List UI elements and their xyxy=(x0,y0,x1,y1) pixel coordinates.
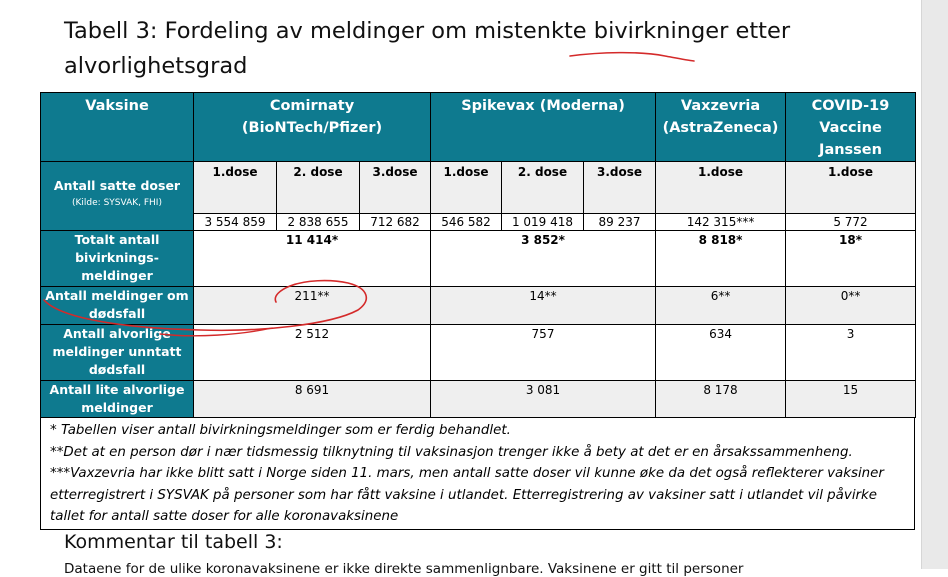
dose-header: 2. dose xyxy=(277,162,360,214)
table-footnotes xyxy=(40,418,915,530)
dose-header: 3.dose xyxy=(360,162,431,214)
value-comirnaty: 8 691 xyxy=(194,381,431,418)
cutoff-paragraph: Dataene for de ulike koronavaksinene er ikke direkte sammenlignbare. Vaksinene er gitt til personer xyxy=(64,561,744,577)
header-vaksine: Vaksine xyxy=(41,93,194,162)
header-janssen: COVID-19 Vaccine Janssen xyxy=(786,93,916,162)
dose-value: 89 237 xyxy=(584,214,656,231)
dose-header: 2. dose xyxy=(502,162,584,214)
value-janssen: 15 xyxy=(786,381,916,418)
footnote: ***Vaxzevria har ikke blitt satt i Norge siden 11. mars, men antall satte doser vil kunne øke da det også reflekterer vaksiner xyxy=(50,466,884,481)
adverse-effects-table xyxy=(40,92,916,418)
value-vaxzevria: 8 818* xyxy=(656,231,786,287)
value-vaxzevria: 634 xyxy=(656,325,786,381)
footnote: **Det at en person dør i nær tidsmessig tilknytning til vaksinasjon trenger ikke å bety at det er en årsakssammenheng. xyxy=(50,444,853,460)
table-row-serious xyxy=(41,325,916,381)
header-spikevax: Spikevax (Moderna) xyxy=(431,93,656,162)
row-label-doses: Antall satte doser (Kilde: SYSVAK, FHI) xyxy=(41,162,194,231)
row-label-minor: Antall lite alvorlige meldinger xyxy=(41,381,194,418)
dose-header: 1.dose xyxy=(656,162,786,214)
value-spikevax: 14** xyxy=(431,287,656,325)
dose-value: 142 315*** xyxy=(656,214,786,231)
value-janssen: 3 xyxy=(786,325,916,381)
comment-heading: Kommentar til tabell 3: xyxy=(64,531,283,553)
adverse-effects-table-container xyxy=(40,92,915,530)
value-janssen: 0** xyxy=(786,287,916,325)
dose-value: 546 582 xyxy=(431,214,502,231)
dose-header: 1.dose xyxy=(786,162,916,214)
table-row-minor xyxy=(41,381,916,418)
value-janssen: 18* xyxy=(786,231,916,287)
row-label-total: Totalt antall bivirknings- meldinger xyxy=(41,231,194,287)
table-title xyxy=(64,14,824,84)
value-vaxzevria: 6** xyxy=(656,287,786,325)
dose-value: 5 772 xyxy=(786,214,916,231)
header-row xyxy=(41,93,916,162)
dose-value: 1 019 418 xyxy=(502,214,584,231)
value-comirnaty: 11 414* xyxy=(194,231,431,287)
footnote: * Tabellen viser antall bivirkningsmeldinger som er ferdig behandlet. xyxy=(50,423,511,438)
value-vaxzevria: 8 178 xyxy=(656,381,786,418)
dose-value: 2 838 655 xyxy=(277,214,360,231)
table-row-deaths xyxy=(41,287,916,325)
dose-header: 1.dose xyxy=(431,162,502,214)
value-comirnaty: 2 512 xyxy=(194,325,431,381)
dose-header: 3.dose xyxy=(584,162,656,214)
value-comirnaty: 211** xyxy=(194,287,431,325)
header-comirnaty: Comirnaty (BioNTech/Pfizer) xyxy=(194,93,431,162)
header-vaxzevria: Vaxzevria (AstraZeneca) xyxy=(656,93,786,162)
table-title-line-1: Tabell 3: Fordeling av meldinger om mistenkte bivirkninger etter xyxy=(64,18,791,44)
dose-value: 3 554 859 xyxy=(194,214,277,231)
table-row-total xyxy=(41,231,916,287)
value-spikevax: 3 081 xyxy=(431,381,656,418)
dose-value: 712 682 xyxy=(360,214,431,231)
table-title-line-2: alvorlighetsgrad xyxy=(64,53,248,79)
footnote: tallet for antall satte doser for alle koronavaksinene xyxy=(50,509,399,524)
value-spikevax: 3 852* xyxy=(431,231,656,287)
vertical-scrollbar[interactable] xyxy=(921,0,948,569)
row-label-serious: Antall alvorlige meldinger unntatt dødsfall xyxy=(41,325,194,381)
dose-header: 1.dose xyxy=(194,162,277,214)
row-label-deaths: Antall meldinger om dødsfall xyxy=(41,287,194,325)
footnote: etterregistrert i SYSVAK på personer som har fått vaksine i utlandet. Etterregistrering av vaksiner satt i utlandet vil påvirke xyxy=(50,487,878,503)
dose-header-row xyxy=(41,162,916,214)
value-spikevax: 757 xyxy=(431,325,656,381)
